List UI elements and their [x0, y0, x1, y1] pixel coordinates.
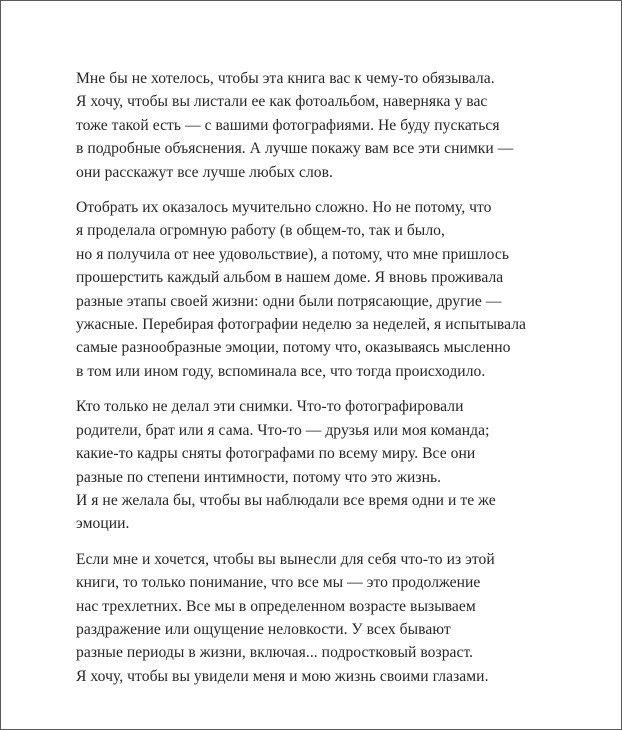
text-line: в том или ином году, вспоминала все, что тогда происходило. [76, 362, 486, 380]
text-line: но я получила от нее удовольствие), а потому, что мне пришлось [76, 245, 509, 263]
paragraph-2 [76, 196, 596, 383]
text-line: родители, брат или я сама. Что-то — друзья или моя команда; [76, 421, 490, 439]
text-line: ужасные. Перебирая фотографии неделю за неделей, я испытывала [76, 316, 527, 334]
text-line: нас трехлетних. Все мы в определенном возрасте вызываем [76, 597, 476, 615]
text-line: разные этапы своей жизни: одни были потрясающие, другие — [76, 292, 502, 310]
text-line: самые разнообразные эмоции, потому что, оказываясь мысленно [76, 339, 511, 357]
paragraph-1 [76, 67, 596, 184]
text-line: Я хочу, чтобы вы увидели меня и мою жизнь своими глазами. [76, 667, 489, 685]
text-line: я проделала огромную работу (в общем-то, так и было, [76, 222, 445, 240]
text-line: Отобрать их оказалось мучительно сложно. Но не потому, что [76, 199, 492, 217]
text-line: разные по степени интимности, потому что это жизнь. [76, 468, 442, 486]
text-line: разные периоды в жизни, включая... подростковый возраст. [76, 644, 474, 662]
text-line: Мне бы не хотелось, чтобы эта книга вас к чему-то обязывала. [76, 70, 495, 87]
paragraph-4 [76, 548, 596, 688]
text-line: какие-то кадры сняты фотографами по всему миру. Все они [76, 445, 476, 463]
text-line: они расскажут все лучше любых слов. [76, 163, 333, 181]
paragraph-3 [76, 395, 596, 535]
text-line: книги, то только понимание, что все мы — это продолжение [76, 574, 481, 592]
text-line: раздражение или ощущение неловкости. У всех бывают [76, 620, 451, 638]
text-line: Если мне и хочется, чтобы вы вынесли для себя что-то из этой [76, 550, 495, 568]
text-line: Я хочу, чтобы вы листали ее как фотоальбом, наверняка у вас [76, 93, 488, 111]
text-line: тоже такой есть — с вашими фотографиями. Не буду пускаться [76, 116, 500, 134]
text-line: Кто только не делал эти снимки. Что-то фотографировали [76, 398, 464, 416]
text-line: в подробные объяснения. А лучше покажу вам все эти снимки — [76, 140, 514, 158]
body-text [76, 67, 596, 700]
text-line: эмоции. [76, 515, 130, 533]
text-line: прошерстить каждый альбом в нашем доме. Я вновь проживала [76, 269, 504, 287]
text-line: И я не желала бы, чтобы вы наблюдали все время одни и те же [76, 491, 496, 509]
